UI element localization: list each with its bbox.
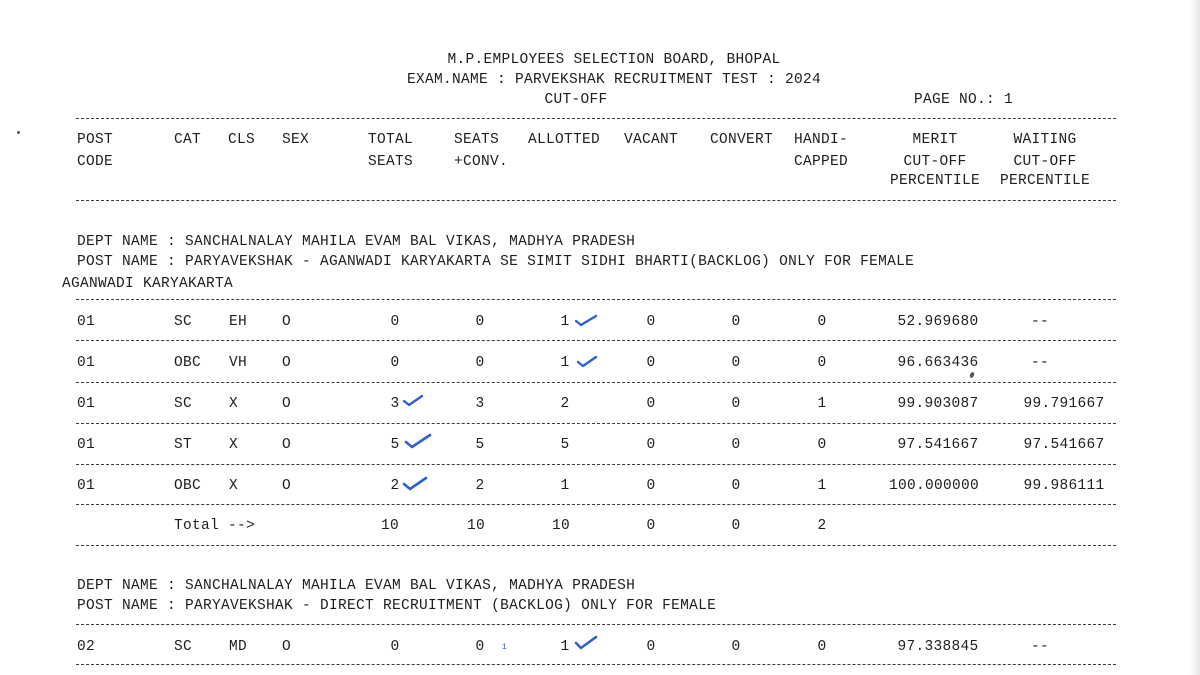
divider [76,299,1116,300]
cell-convert: 0 [731,314,741,330]
cell-allotted: 2 [560,396,570,412]
cell-total: 0 [390,314,400,330]
cell-merit: 97.338845 [897,639,979,655]
cell-total: 5 [390,437,400,453]
cutoff-subtitle: CUT-OFF [544,92,608,108]
post-name-1: POST NAME : PARYAVEKSHAK - AGANWADI KARYAKARTA SE SIMIT SIDHI BHARTI(BACKLOG) ONLY FOR FEMALE [77,254,915,270]
cell-handicapped: 1 [817,396,827,412]
cell-handicapped: 0 [817,639,827,655]
total-handicapped: 2 [817,518,827,534]
cell-merit: 99.903087 [897,396,979,412]
cell-total: 0 [390,639,400,655]
cell-cat: ST [174,437,193,453]
stray-annotation: 1 [502,643,508,652]
divider [76,118,1116,119]
col-merit-2: CUT-OFF [903,154,967,170]
checkmark-icon [574,634,598,650]
checkmark-icon [404,432,432,450]
cell-seats: 3 [475,396,485,412]
cell-handicapped: 1 [817,478,827,494]
cell-sex: O [282,314,292,330]
col-total-seats: TOTAL [368,132,414,148]
total-total: 10 [380,518,400,534]
checkmark-icon [402,393,424,407]
col-merit-3: PERCENTILE [889,173,981,189]
col-total-seats-2: SEATS [368,154,414,170]
cell-merit: 100.000000 [888,478,980,494]
checkmark-icon [576,354,598,368]
cell-merit: 97.541667 [897,437,979,453]
cell-convert: 0 [731,355,741,371]
divider [76,382,1116,383]
col-seats-conv: SEATS [454,132,500,148]
scan-speck [17,131,20,134]
divider [76,504,1116,505]
checkmark-icon [402,475,428,491]
org-title: M.P.EMPLOYEES SELECTION BOARD, BHOPAL [447,52,781,68]
cell-waiting: 97.541667 [1023,437,1105,453]
divider [76,664,1116,665]
col-post-code-2: CODE [77,154,114,170]
col-handicapped: HANDI- [794,132,849,148]
cell-waiting: -- [1030,355,1050,371]
cell-total: 0 [390,355,400,371]
divider [76,545,1116,546]
cell-seats: 5 [475,437,485,453]
total-convert: 0 [731,518,741,534]
total-seats: 10 [466,518,486,534]
cell-cat: OBC [174,355,202,371]
cell-cls: MD [229,639,248,655]
cell-allotted: 1 [560,355,570,371]
page-number: PAGE NO.: 1 [914,92,1014,108]
exam-name: EXAM.NAME : PARVEKSHAK RECRUITMENT TEST : 2024 [406,72,822,88]
scan-edge-shadow [1190,0,1200,675]
cell-cls: X [229,478,239,494]
cell-vacant: 0 [646,437,656,453]
cell-sex: O [282,639,292,655]
cell-allotted: 1 [560,314,570,330]
col-cls: CLS [228,132,256,148]
cell-post: 01 [77,396,96,412]
col-waiting-2: CUT-OFF [1013,154,1077,170]
cell-seats: 0 [475,314,485,330]
total-allotted: 10 [551,518,571,534]
cell-cat: OBC [174,478,202,494]
cell-vacant: 0 [646,355,656,371]
cell-cls: EH [229,314,248,330]
col-waiting: WAITING [1013,132,1077,148]
cell-sex: O [282,437,292,453]
cell-post: 01 [77,478,96,494]
divider [76,464,1116,465]
cell-waiting: -- [1030,639,1050,655]
cell-post: 01 [77,437,96,453]
cell-cls: X [229,437,239,453]
cell-allotted: 5 [560,437,570,453]
col-post-code: POST [77,132,114,148]
cell-merit: 52.969680 [897,314,979,330]
cell-cls: VH [229,355,248,371]
divider [76,624,1116,625]
cell-allotted: 1 [560,639,570,655]
col-allotted: ALLOTTED [528,132,601,148]
cell-cls: X [229,396,239,412]
cell-convert: 0 [731,396,741,412]
col-waiting-3: PERCENTILE [999,173,1091,189]
col-handicapped-2: CAPPED [794,154,849,170]
cell-post: 01 [77,355,96,371]
cell-vacant: 0 [646,396,656,412]
divider [76,340,1116,341]
cell-convert: 0 [731,437,741,453]
col-cat: CAT [174,132,202,148]
total-vacant: 0 [646,518,656,534]
col-merit: MERIT [912,132,958,148]
cell-post: 02 [77,639,96,655]
col-vacant: VACANT [624,132,679,148]
checkmark-icon [574,313,598,327]
cell-handicapped: 0 [817,314,827,330]
cell-seats: 0 [475,639,485,655]
cell-cat: SC [174,639,193,655]
cell-convert: 0 [731,639,741,655]
total-label: Total --> [174,518,256,534]
cell-allotted: 1 [560,478,570,494]
cell-sex: O [282,355,292,371]
cell-total: 2 [390,478,400,494]
cell-waiting: 99.791667 [1023,396,1105,412]
col-sex: SEX [282,132,310,148]
post-name-2: POST NAME : PARYAVEKSHAK - DIRECT RECRUITMENT (BACKLOG) ONLY FOR FEMALE [77,598,717,614]
divider [76,423,1116,424]
cell-sex: O [282,396,292,412]
col-seats-conv-2: +CONV. [454,154,509,170]
cell-cat: SC [174,314,193,330]
cell-handicapped: 0 [817,355,827,371]
cell-vacant: 0 [646,314,656,330]
dept-name-1: DEPT NAME : SANCHALNALAY MAHILA EVAM BAL VIKAS, MADHYA PRADESH [77,234,636,250]
cell-total: 3 [390,396,400,412]
scan-speck [969,371,975,378]
dept-name-2: DEPT NAME : SANCHALNALAY MAHILA EVAM BAL VIKAS, MADHYA PRADESH [77,578,636,594]
divider [76,200,1116,201]
cell-handicapped: 0 [817,437,827,453]
cell-vacant: 0 [646,639,656,655]
cell-post: 01 [77,314,96,330]
cell-waiting: -- [1030,314,1050,330]
cell-merit: 96.663436 [897,355,979,371]
cell-seats: 0 [475,355,485,371]
post-name-1-cont: AGANWADI KARYAKARTA [62,276,234,292]
cell-cat: SC [174,396,193,412]
cell-seats: 2 [475,478,485,494]
cell-sex: O [282,478,292,494]
cell-convert: 0 [731,478,741,494]
cell-vacant: 0 [646,478,656,494]
cell-waiting: 99.986111 [1023,478,1105,494]
col-convert: CONVERT [710,132,774,148]
